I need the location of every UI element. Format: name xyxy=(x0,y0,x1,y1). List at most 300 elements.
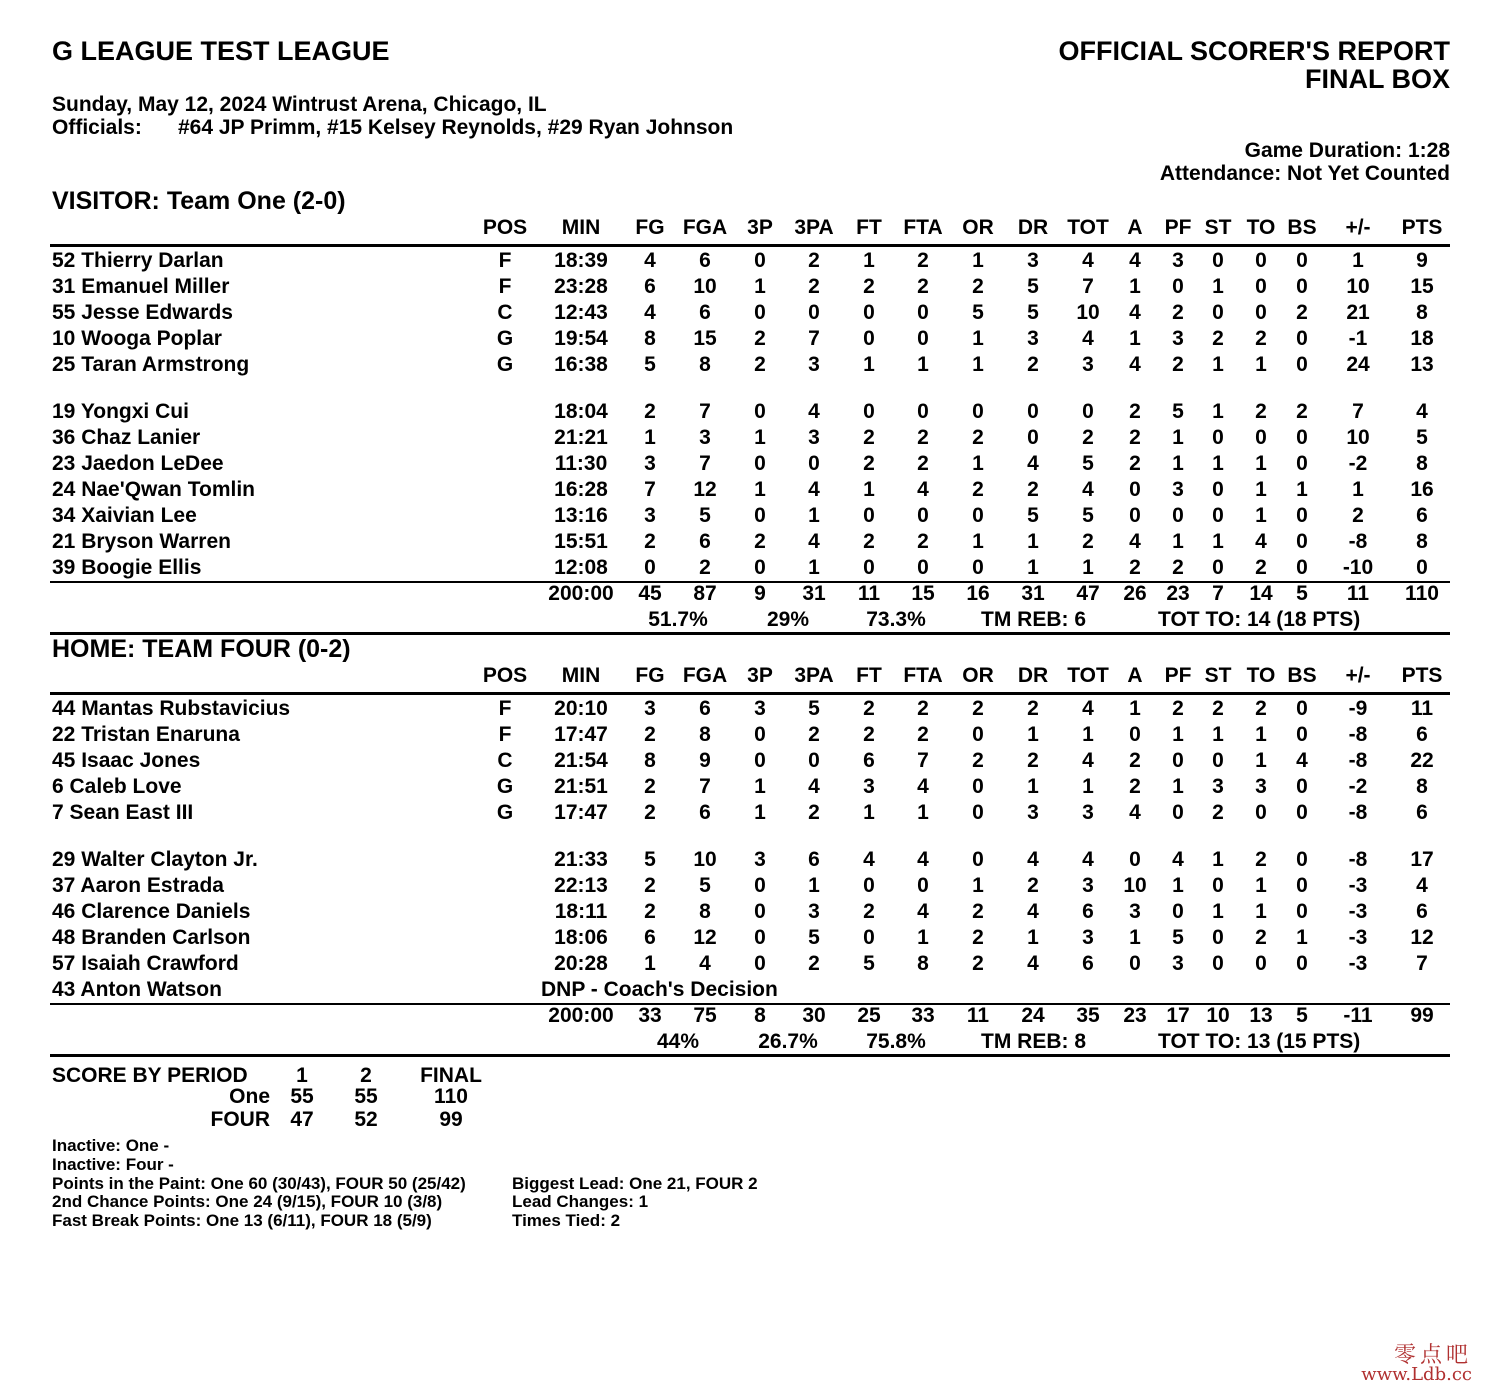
stat-cell: 0 xyxy=(1296,874,1308,897)
stat-cell: 2 xyxy=(699,556,711,579)
stat-cell: 1 xyxy=(754,478,766,501)
stat-cell: 2 xyxy=(754,530,766,553)
stat-cell: 8 xyxy=(644,327,656,350)
stat-cell: 4 xyxy=(808,530,820,553)
total-cell: 15 xyxy=(911,582,935,605)
column-header: DR xyxy=(1017,216,1049,239)
stat-cell: 0 xyxy=(754,400,766,423)
player-name: 19 Yongxi Cui xyxy=(52,400,189,423)
column-header: 3PA xyxy=(794,216,834,239)
stat-cell: G xyxy=(496,775,514,798)
stat-cell: 0 xyxy=(1296,723,1308,746)
stat-cell: 2 xyxy=(754,327,766,350)
stat-cell: 1 xyxy=(1129,327,1141,350)
stat-cell: 2 xyxy=(917,530,929,553)
stat-cell: 1 xyxy=(644,426,656,449)
stat-cell: 5 xyxy=(1416,426,1428,449)
column-header: FG xyxy=(635,664,665,687)
column-header: BS xyxy=(1287,664,1317,687)
stat-cell: 1 xyxy=(863,801,875,824)
stat-cell: 2 xyxy=(1352,504,1364,527)
stat-cell: 8 xyxy=(1416,452,1428,475)
visitor-title: VISITOR: Team One (2-0) xyxy=(52,187,346,215)
stat-cell: 16:28 xyxy=(554,478,608,501)
stat-cell: 1 xyxy=(1212,530,1224,553)
stat-cell: 9 xyxy=(699,749,711,772)
stat-cell: 22:13 xyxy=(554,874,608,897)
stat-cell: 6 xyxy=(863,749,875,772)
total-turnovers: TOT TO: 13 (15 PTS) xyxy=(1158,1030,1361,1053)
stat-cell: 15 xyxy=(1410,275,1434,298)
stat-cell: 0 xyxy=(1172,275,1184,298)
stat-cell: 6 xyxy=(1416,504,1428,527)
stat-cell: 21:54 xyxy=(554,749,608,772)
stat-cell: 6 xyxy=(1416,723,1428,746)
stat-cell: 0 xyxy=(1296,452,1308,475)
player-name: 44 Mantas Rubstavicius xyxy=(52,697,291,720)
stat-cell: 2 xyxy=(972,952,984,975)
league-name: G LEAGUE TEST LEAGUE xyxy=(52,36,390,66)
stat-cell: 7 xyxy=(699,775,711,798)
stat-cell: 4 xyxy=(1129,249,1141,272)
stat-cell: 0 xyxy=(754,301,766,324)
total-cell: 31 xyxy=(802,582,826,605)
stat-cell: F xyxy=(498,275,512,298)
stat-cell: 0 xyxy=(1027,400,1039,423)
three-pct: 26.7% xyxy=(758,1030,818,1053)
total-cell: 8 xyxy=(754,1004,766,1027)
stat-cell: 11 xyxy=(1410,697,1434,720)
stat-cell: 1 xyxy=(1255,452,1267,475)
stat-cell: 5 xyxy=(1027,301,1039,324)
total-cell: 14 xyxy=(1249,582,1273,605)
stat-cell: 1 xyxy=(917,353,929,376)
stat-cell: 3 xyxy=(699,426,711,449)
total-cell: 24 xyxy=(1021,1004,1045,1027)
sbp-header: 1 xyxy=(296,1064,308,1087)
stat-cell: 4 xyxy=(863,848,875,871)
stat-cell: 2 xyxy=(1082,530,1094,553)
stat-cell: 5 xyxy=(972,301,984,324)
stat-cell: 4 xyxy=(917,900,929,923)
stat-cell: 2 xyxy=(1172,353,1184,376)
stat-cell: 16 xyxy=(1410,478,1434,501)
stat-cell: 5 xyxy=(1027,504,1039,527)
stat-cell: 1 xyxy=(1027,926,1039,949)
stat-cell: 3 xyxy=(1082,926,1094,949)
stat-cell: 2 xyxy=(644,723,656,746)
stat-cell: 6 xyxy=(699,301,711,324)
stat-cell: 0 xyxy=(972,801,984,824)
divider xyxy=(50,1054,1450,1057)
stat-cell: 0 xyxy=(644,556,656,579)
stat-cell: 3 xyxy=(1082,353,1094,376)
total-cell: 16 xyxy=(966,582,990,605)
sbp-score: 55 xyxy=(290,1085,314,1108)
stat-cell: 0 xyxy=(754,926,766,949)
stat-cell: 0 xyxy=(1296,801,1308,824)
stat-cell: 3 xyxy=(1212,775,1224,798)
stat-cell: 2 xyxy=(863,900,875,923)
stat-cell: 21:51 xyxy=(554,775,608,798)
stat-cell: 1 xyxy=(1255,353,1267,376)
stat-cell: 9 xyxy=(1416,249,1428,272)
sbp-score: 52 xyxy=(354,1108,378,1131)
column-header: PF xyxy=(1164,216,1192,239)
stat-cell: 2 xyxy=(917,275,929,298)
total-cell: 35 xyxy=(1076,1004,1100,1027)
stat-cell: -3 xyxy=(1348,874,1368,897)
stat-cell: 15:51 xyxy=(554,530,608,553)
stat-cell: 0 xyxy=(1255,301,1267,324)
stat-cell: 1 xyxy=(863,478,875,501)
stat-cell: 4 xyxy=(1082,478,1094,501)
stat-cell: 2 xyxy=(1129,775,1141,798)
stat-cell: 0 xyxy=(917,504,929,527)
stat-cell: 3 xyxy=(644,452,656,475)
stat-cell: 2 xyxy=(917,249,929,272)
stat-cell: -1 xyxy=(1348,327,1368,350)
stat-cell: 12:43 xyxy=(554,301,608,324)
stat-cell: 0 xyxy=(1296,327,1308,350)
stat-cell: 2 xyxy=(644,775,656,798)
stat-cell: -8 xyxy=(1348,749,1368,772)
column-header: POS xyxy=(482,216,528,239)
stat-cell: 0 xyxy=(1129,723,1141,746)
stat-cell: 1 xyxy=(1255,504,1267,527)
stat-cell: 4 xyxy=(1027,952,1039,975)
stat-cell: 8 xyxy=(644,749,656,772)
stat-cell: 6 xyxy=(699,530,711,553)
stat-cell: 8 xyxy=(917,952,929,975)
stat-cell: 6 xyxy=(644,275,656,298)
column-header: 3P xyxy=(747,216,773,239)
sbp-label: SCORE BY PERIOD xyxy=(52,1064,248,1087)
stat-cell: 4 xyxy=(1416,400,1428,423)
stat-cell: 10 xyxy=(1346,275,1370,298)
stat-cell: 2 xyxy=(808,249,820,272)
stat-cell: -2 xyxy=(1348,452,1368,475)
player-name: 36 Chaz Lanier xyxy=(52,426,201,449)
stat-cell: 1 xyxy=(1212,353,1224,376)
stat-cell: 1 xyxy=(972,874,984,897)
stat-cell: 16:38 xyxy=(554,353,608,376)
stat-cell: 0 xyxy=(917,301,929,324)
stat-cell: 18 xyxy=(1410,327,1434,350)
stat-cell: 1 xyxy=(1212,452,1224,475)
stat-cell: 4 xyxy=(1129,301,1141,324)
stat-cell: 0 xyxy=(754,249,766,272)
stat-cell: 2 xyxy=(644,900,656,923)
total-cell: 9 xyxy=(754,582,766,605)
stat-cell: 0 xyxy=(754,952,766,975)
stat-cell: 4 xyxy=(644,301,656,324)
stat-cell: 18:06 xyxy=(554,926,608,949)
stat-cell: 2 xyxy=(863,697,875,720)
stat-cell: 1 xyxy=(863,353,875,376)
stat-cell: 1 xyxy=(1027,775,1039,798)
stat-cell: 4 xyxy=(1129,530,1141,553)
stat-cell: 0 xyxy=(1296,775,1308,798)
total-cell: 25 xyxy=(857,1004,881,1027)
stat-cell: 0 xyxy=(754,452,766,475)
stat-cell: 4 xyxy=(1027,900,1039,923)
stat-cell: 3 xyxy=(754,848,766,871)
officials-label: Officials: xyxy=(52,116,142,139)
stat-cell: 2 xyxy=(1255,848,1267,871)
stat-cell: 1 xyxy=(1027,556,1039,579)
stat-cell: 7 xyxy=(644,478,656,501)
stat-cell: 8 xyxy=(1416,301,1428,324)
column-header: ST xyxy=(1204,664,1232,687)
stat-cell: 2 xyxy=(644,801,656,824)
stat-cell: 0 xyxy=(1212,874,1224,897)
stat-cell: 2 xyxy=(863,530,875,553)
stat-cell: 8 xyxy=(699,723,711,746)
stat-cell: 1 xyxy=(917,801,929,824)
stat-cell: 4 xyxy=(1082,327,1094,350)
stat-cell: 1 xyxy=(1082,775,1094,798)
stat-cell: 0 xyxy=(863,301,875,324)
stat-cell: 2 xyxy=(1172,556,1184,579)
stat-cell: 0 xyxy=(754,556,766,579)
stat-cell: 21 xyxy=(1346,301,1370,324)
stat-cell: 0 xyxy=(863,874,875,897)
stat-cell: 1 xyxy=(1172,426,1184,449)
stat-cell: 1 xyxy=(863,249,875,272)
watermark-url: www.Ldb.cc xyxy=(1361,1364,1472,1385)
stat-cell: 0 xyxy=(1255,275,1267,298)
stat-cell: -2 xyxy=(1348,775,1368,798)
stat-cell: 1 xyxy=(972,327,984,350)
column-header: BS xyxy=(1287,216,1317,239)
stat-cell: 3 xyxy=(644,697,656,720)
stat-cell: 7 xyxy=(699,452,711,475)
column-header: FTA xyxy=(903,664,943,687)
total-cell: 47 xyxy=(1076,582,1100,605)
stat-cell: 13:16 xyxy=(554,504,608,527)
stat-cell: 0 xyxy=(863,400,875,423)
stat-cell: 2 xyxy=(863,723,875,746)
player-name: 34 Xaivian Lee xyxy=(52,504,197,527)
sbp-score: 110 xyxy=(434,1085,468,1108)
total-cell: 30 xyxy=(802,1004,826,1027)
column-header: TO xyxy=(1246,664,1276,687)
stat-cell: 2 xyxy=(1027,749,1039,772)
stat-cell: 3 xyxy=(1172,478,1184,501)
stat-cell: 2 xyxy=(1255,556,1267,579)
stat-cell: -8 xyxy=(1348,530,1368,553)
sbp-team: One xyxy=(229,1085,270,1108)
stat-cell: 2 xyxy=(644,874,656,897)
times-tied: Times Tied: 2 xyxy=(512,1211,621,1230)
column-header: MIN xyxy=(561,664,601,687)
stat-cell: 0 xyxy=(1296,504,1308,527)
home-title: HOME: TEAM FOUR (0-2) xyxy=(52,635,351,663)
total-cell: 5 xyxy=(1296,1004,1308,1027)
stat-cell: 5 xyxy=(699,874,711,897)
stat-cell: 2 xyxy=(1027,874,1039,897)
column-header: PF xyxy=(1164,664,1192,687)
fg-pct: 44% xyxy=(656,1030,700,1053)
stat-cell: 3 xyxy=(1129,900,1141,923)
stat-cell: 0 xyxy=(1129,478,1141,501)
stat-cell: 0 xyxy=(863,327,875,350)
stat-cell: F xyxy=(498,697,512,720)
column-header: TOT xyxy=(1067,216,1109,239)
stat-cell: 0 xyxy=(1212,749,1224,772)
stat-cell: 2 xyxy=(644,530,656,553)
stat-cell: 13 xyxy=(1410,353,1434,376)
sbp-score: 99 xyxy=(439,1108,463,1131)
total-cell: 17 xyxy=(1166,1004,1190,1027)
stat-cell: 1 xyxy=(1172,452,1184,475)
stat-cell: 5 xyxy=(1172,400,1184,423)
stat-cell: G xyxy=(496,327,514,350)
stat-cell: 1 xyxy=(754,775,766,798)
stat-cell: -8 xyxy=(1348,801,1368,824)
attendance: Attendance: Not Yet Counted xyxy=(1159,162,1450,185)
stat-cell: 0 xyxy=(1416,556,1428,579)
stat-cell: 2 xyxy=(1255,327,1267,350)
stat-cell: 5 xyxy=(699,504,711,527)
stat-cell: C xyxy=(497,749,513,772)
stat-cell: 10 xyxy=(1123,874,1147,897)
divider xyxy=(50,692,1450,695)
stat-cell: 1 xyxy=(1352,478,1364,501)
stat-cell: 0 xyxy=(1172,749,1184,772)
stat-cell: 2 xyxy=(1255,926,1267,949)
stat-cell: 1 xyxy=(1212,848,1224,871)
stat-cell: 3 xyxy=(1255,775,1267,798)
stat-cell: 5 xyxy=(1082,452,1094,475)
stat-cell: 2 xyxy=(808,801,820,824)
stat-cell: 0 xyxy=(808,749,820,772)
total-cell: 26 xyxy=(1123,582,1147,605)
stat-cell: 2 xyxy=(972,275,984,298)
player-name: 55 Jesse Edwards xyxy=(52,301,233,324)
stat-cell: 8 xyxy=(699,353,711,376)
stat-cell: 6 xyxy=(699,249,711,272)
column-header: FTA xyxy=(903,216,943,239)
stat-cell: 1 xyxy=(1255,723,1267,746)
column-header: TO xyxy=(1246,216,1276,239)
stat-cell: 2 xyxy=(1296,400,1308,423)
stat-cell: 4 xyxy=(1082,697,1094,720)
total-cell: 31 xyxy=(1021,582,1045,605)
stat-cell: 10 xyxy=(693,275,717,298)
stat-cell: 2 xyxy=(1129,749,1141,772)
stat-cell: 7 xyxy=(808,327,820,350)
player-name: 57 Isaiah Crawford xyxy=(52,952,239,975)
player-name: 7 Sean East III xyxy=(52,801,194,824)
stat-cell: -10 xyxy=(1342,556,1374,579)
stat-cell: 0 xyxy=(972,504,984,527)
stat-cell: 6 xyxy=(1082,900,1094,923)
stat-cell: 5 xyxy=(863,952,875,975)
stat-cell: 0 xyxy=(972,848,984,871)
total-cell: 75 xyxy=(693,1004,717,1027)
divider xyxy=(50,244,1450,247)
stat-cell: 4 xyxy=(1082,249,1094,272)
stat-cell: 0 xyxy=(1255,952,1267,975)
player-name: 29 Walter Clayton Jr. xyxy=(52,848,258,871)
fg-pct: 51.7% xyxy=(648,608,708,631)
stat-cell: 2 xyxy=(1172,697,1184,720)
stat-cell: 0 xyxy=(1255,426,1267,449)
stat-cell: 0 xyxy=(808,452,820,475)
stat-cell: 0 xyxy=(1212,249,1224,272)
stat-cell: 2 xyxy=(808,275,820,298)
column-header: A xyxy=(1127,216,1143,239)
stat-cell: 2 xyxy=(972,478,984,501)
stat-cell: 1 xyxy=(972,530,984,553)
stat-cell: C xyxy=(497,301,513,324)
stat-cell: 2 xyxy=(1212,327,1224,350)
total-cell: -11 xyxy=(1343,1004,1373,1027)
stat-cell: 3 xyxy=(1027,327,1039,350)
sbp-team: FOUR xyxy=(210,1108,270,1131)
stat-cell: -9 xyxy=(1348,697,1368,720)
fast-break-points: Fast Break Points: One 13 (6/11), FOUR 18 (5/9) xyxy=(52,1211,432,1230)
stat-cell: 11:30 xyxy=(554,452,608,475)
column-header: 3P xyxy=(747,664,773,687)
stat-cell: 18:11 xyxy=(554,900,608,923)
stat-cell: 0 xyxy=(972,556,984,579)
stat-cell: 2 xyxy=(754,353,766,376)
inactive-four: Inactive: Four - xyxy=(52,1155,174,1174)
stat-cell: 5 xyxy=(1027,275,1039,298)
stat-cell: 2 xyxy=(808,952,820,975)
total-cell: 5 xyxy=(1296,582,1308,605)
stat-cell: 1 xyxy=(1212,400,1224,423)
stat-cell: 0 xyxy=(754,874,766,897)
player-name: 6 Caleb Love xyxy=(52,775,182,798)
stat-cell: 0 xyxy=(972,723,984,746)
stat-cell: 1 xyxy=(754,275,766,298)
stat-cell: 2 xyxy=(1296,301,1308,324)
column-header: OR xyxy=(962,664,994,687)
stat-cell: 0 xyxy=(917,556,929,579)
stat-cell: 0 xyxy=(1296,275,1308,298)
player-name: 23 Jaedon LeDee xyxy=(52,452,224,475)
stat-cell: 2 xyxy=(1212,697,1224,720)
stat-cell: 8 xyxy=(1416,775,1428,798)
lead-changes: Lead Changes: 1 xyxy=(512,1192,649,1211)
stat-cell: 3 xyxy=(863,775,875,798)
stat-cell: 4 xyxy=(1027,452,1039,475)
stat-cell: 17:47 xyxy=(554,801,608,824)
stat-cell: 18:04 xyxy=(554,400,608,423)
stat-cell: 12 xyxy=(693,926,717,949)
stat-cell: 0 xyxy=(1296,900,1308,923)
column-header: FGA xyxy=(682,664,728,687)
stat-cell: 1 xyxy=(1172,530,1184,553)
stat-cell: -3 xyxy=(1348,926,1368,949)
stat-cell: 0 xyxy=(1129,848,1141,871)
stat-cell: 0 xyxy=(863,556,875,579)
stat-cell: 4 xyxy=(1255,530,1267,553)
ft-pct: 75.8% xyxy=(866,1030,926,1053)
stat-cell: 1 xyxy=(1129,275,1141,298)
column-header: FGA xyxy=(682,216,728,239)
report-subtitle: FINAL BOX xyxy=(1304,64,1450,94)
stat-cell: 2 xyxy=(917,452,929,475)
stat-cell: 0 xyxy=(1082,400,1094,423)
stat-cell: 12 xyxy=(693,478,717,501)
stat-cell: 0 xyxy=(1212,556,1224,579)
total-cell: 23 xyxy=(1166,582,1190,605)
